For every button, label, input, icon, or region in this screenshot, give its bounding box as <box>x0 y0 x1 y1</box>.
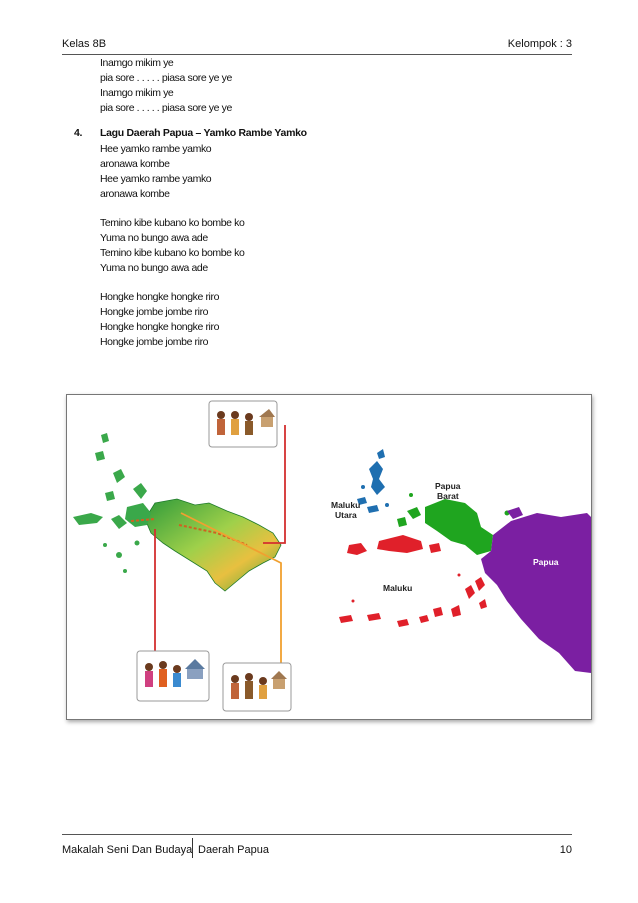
label-papua-barat: Papua <box>435 481 461 491</box>
region-maluku-utara <box>357 449 389 513</box>
map-illustration <box>67 395 591 719</box>
lyric-line: Yuma no bungo awa ade <box>100 262 208 274</box>
stanza-2 <box>100 216 244 276</box>
lyric-line: Temino kibe kubano ko bombe ko <box>100 247 245 259</box>
label-maluku: Maluku <box>383 583 413 593</box>
province-map <box>331 449 591 673</box>
section-number: 4. <box>74 127 83 139</box>
lyric-line: pia sore . . . . . piasa sore ye ye <box>100 72 232 84</box>
footer-title: Makalah Seni Dan Budaya <box>62 844 193 856</box>
region-maluku <box>339 535 487 627</box>
label-papua-barat-2: Barat <box>437 491 459 501</box>
page-footer <box>62 834 572 859</box>
page-number: 10 <box>559 844 572 856</box>
lyric-line: Hongke hongke hongke riro <box>100 291 220 303</box>
culture-illustration-bottom-left <box>137 651 209 701</box>
lyric-line: Temino kibe kubano ko bombe ko <box>100 217 245 229</box>
culture-illustration-bottom-right <box>223 663 291 711</box>
section-heading <box>74 127 307 139</box>
lyric-line: Hongke hongke hongke riro <box>100 321 220 333</box>
lyric-line: aronawa kombe <box>100 158 170 170</box>
stanza-1 <box>100 142 211 202</box>
lyrics-top <box>100 56 232 116</box>
stanza-3 <box>100 290 219 350</box>
label-papua: Papua <box>533 557 559 567</box>
lyric-line: Hongke jombe jombe riro <box>100 336 209 348</box>
culture-illustration-top <box>209 401 277 447</box>
lyric-line: Hongke jombe jombe riro <box>100 306 209 318</box>
header-group: Kelompok : 3 <box>507 38 572 50</box>
section-title: Lagu Daerah Papua – Yamko Rambe Yamko <box>100 127 307 139</box>
lyric-line: pia sore . . . . . piasa sore ye ye <box>100 102 232 114</box>
lyric-line: Inamgo mikim ye <box>100 87 174 99</box>
map-figure <box>66 394 592 720</box>
footer-divider <box>192 838 193 858</box>
lyric-line: aronawa kombe <box>100 188 170 200</box>
label-maluku-utara-2: Utara <box>335 510 357 520</box>
header-class: Kelas 8B <box>62 38 107 50</box>
lyric-line: Hee yamko rambe yamko <box>100 173 212 185</box>
label-maluku-utara: Maluku <box>331 500 361 510</box>
footer-subtitle: Daerah Papua <box>198 844 269 856</box>
lyric-line: Inamgo mikim ye <box>100 57 174 69</box>
page-header <box>62 36 572 55</box>
relief-map <box>73 433 281 591</box>
region-papua <box>481 507 591 673</box>
lyric-line: Yuma no bungo awa ade <box>100 232 208 244</box>
lyric-line: Hee yamko rambe yamko <box>100 143 212 155</box>
